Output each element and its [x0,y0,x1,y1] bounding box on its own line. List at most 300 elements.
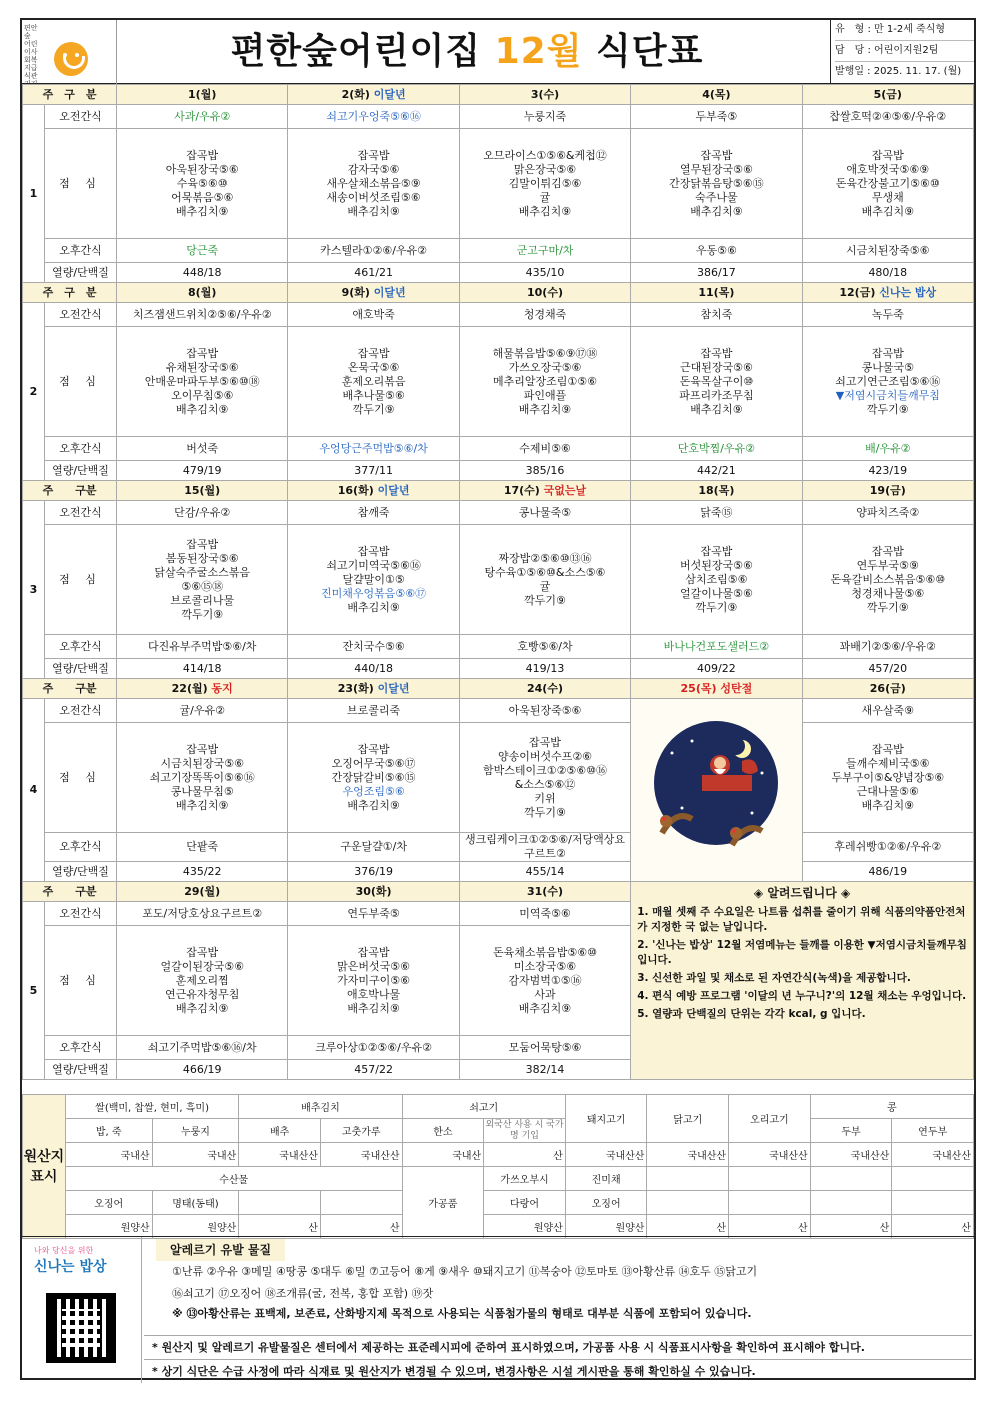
menu-cell-lunch [802,327,973,437]
day-date: 26(금) [869,681,906,695]
origin-seafood: 수산물 [65,1167,402,1191]
lunch-item: 돈육간장불고기⑤⑥⑩ [835,176,940,190]
lunch-item: 가쓰오장국⑤⑥ [508,360,582,374]
lunch-item: 잡곡밥 [529,735,561,749]
allergy-section [22,1236,974,1382]
lunch-item: 삼치조림⑤⑥ [685,572,748,586]
notice-item: 3. 신선한 과일 및 채소로 된 자연간식(녹색)을 제공합니다. [637,972,911,984]
week-head-label: 주 구분 [23,679,117,699]
row-label-cal: 열량/단백질 [45,461,117,481]
menu-cell-lunch [117,723,288,833]
origin-duck: 오리고기 [729,1095,811,1143]
menu-cell-am: 아욱된장죽⑤⑥ [459,699,630,723]
origin-table [22,1094,974,1239]
lunch-item: ▼저염시금치들깨무침 [835,388,940,402]
menu-cell-pm: 쇠고기주먹밥⑤⑥⑯/차 [117,1036,288,1060]
day-event: 동지 [211,681,233,695]
lunch-item: 쇠고기미역국⑤⑥⑯ [326,558,421,572]
origin-value: 원양산 [152,1215,239,1239]
lunch-item: 잡곡밥 [357,148,390,162]
day-header [802,481,973,501]
lunch-item: 감자범벅①⑤⑯ [508,973,582,987]
menu-cell-pm: 카스텔라①②⑥/우유② [288,239,459,263]
menu-cell-cal: 457/22 [288,1060,459,1080]
menu-cell-pm: 잔치국수⑤⑥ [288,635,459,659]
menu-row-am [23,501,974,525]
menu-cell-pm: 구운달걀①/차 [288,833,459,862]
week-head-label: 주 구 분 [23,85,117,105]
menu-cell-lunch [459,525,630,635]
row-label-am: 오전간식 [45,902,117,926]
day-event: 이달년 [373,285,406,299]
row-label-cal: 열량/단백질 [45,263,117,283]
menu-cell-lunch [802,723,973,833]
lunch-item: 간장닭볶음탕⑤⑥⑮ [669,176,764,190]
lunch-item: 들깨수제비국⑤⑥ [846,756,930,770]
menu-cell-am: 포도/저당호상요구르트② [117,902,288,926]
program-logo [22,1237,142,1383]
lunch-item: 잡곡밥 [186,742,219,756]
day-date: 10(수) [526,285,563,299]
lunch-item: 돈육채소볶음밥⑤⑥⑩ [493,945,597,959]
row-label-lunch: 점 심 [45,723,117,833]
origin-squid2: 오징어 [565,1191,647,1215]
menu-cell-cal: 457/20 [802,659,973,679]
origin-kimchi: 배추김치 [239,1095,402,1119]
lunch-item: 배추김치⑨ [176,402,229,416]
row-label-pm: 오후간식 [45,239,117,263]
lunch-item: 애호박나물 [347,987,401,1001]
lunch-item: 잡곡밥 [871,544,904,558]
menu-cell-lunch [288,129,459,239]
lunch-item: 달걀말이①⑤ [342,572,405,586]
day-date: 19(금) [869,483,906,497]
menu-cell-am: 닭죽⑮ [631,501,802,525]
lunch-item: 배추김치⑨ [690,402,743,416]
lunch-item: 짜장밥②⑤⑥⑩⑬⑯ [498,551,592,565]
lunch-item: 배추김치⑨ [347,1001,400,1015]
menu-cell-lunch [288,926,459,1036]
origin-value: 국내산산 [239,1143,321,1167]
menu-cell-am: 누룽지죽 [459,105,630,129]
happy-table-logo [34,1245,107,1276]
menu-cell-lunch [459,129,630,239]
lunch-item: 배추김치⑨ [861,204,914,218]
origin-value: 산 [484,1143,566,1167]
lunch-item: 깍두기⑨ [181,607,224,621]
week-header-row [23,283,974,303]
day-header [288,679,459,699]
menu-cell-am: 브로콜리죽 [288,699,459,723]
menu-cell-lunch [288,327,459,437]
lunch-item: 양송이버섯수프②⑥ [497,749,593,763]
menu-cell-cal: 448/18 [117,263,288,283]
menu-cell-am: 찹쌀호떡②④⑤⑥/우유② [802,105,973,129]
day-header [288,882,459,902]
allergy-title: 알레르기 유발 물질 [156,1239,285,1261]
origin-value: 산 [729,1215,811,1239]
lunch-item: 잡곡밥 [700,148,733,162]
menu-cell-lunch [288,723,459,833]
lunch-item: 맑은장국⑤⑥ [513,162,577,176]
row-label-am: 오전간식 [45,699,117,723]
lunch-item: 배추김치⑨ [176,798,229,812]
qr-code-icon[interactable] [46,1293,116,1363]
smile-logo-icon [54,42,88,76]
lunch-item: 봄동된장국⑤⑥ [165,551,239,565]
lunch-item: 간장닭갈비⑤⑥⑮ [331,770,416,784]
lunch-item: 잡곡밥 [871,148,904,162]
menu-cell-am: 새우살죽⑨ [802,699,973,723]
logo-text: 편안숲 어린이사회복지급식관 [24,24,38,80]
lunch-item: 메추리알장조림①⑤⑥ [493,374,597,388]
day-event: 신나는 밥상 [879,285,937,299]
menu-cell-am: 단감/우유② [117,501,288,525]
logo-big: 신나는 밥상 [34,1259,107,1275]
menu-cell-cal: 461/21 [288,263,459,283]
origin-chicken: 닭고기 [647,1095,729,1143]
origin-soft-tofu: 연두부 [892,1119,974,1143]
origin-value: 산 [892,1215,974,1239]
day-header [117,283,288,303]
row-label-am: 오전간식 [45,105,117,129]
day-date: 31(수) [526,884,563,898]
allergy-note: ※ ⑬아황산류는 표백제, 보존료, 산화방지제 목적으로 사용되는 식품첨가물의 형태로 대부분 식품에 포함되어 있습니다. [172,1307,752,1320]
row-label-pm: 오후간식 [45,833,117,862]
menu-cell-cal: 423/19 [802,461,973,481]
menu-cell-pm: 당근죽 [117,239,288,263]
day-date: 25(목) [680,681,717,695]
lunch-item: 훈제오리볶음 [341,374,406,388]
lunch-item: 배추김치⑨ [347,204,400,218]
lunch-item: 훈제오리찜 [175,973,229,987]
day-header [459,85,630,105]
menu-cell-pm: 버섯죽 [117,437,288,461]
day-event: 이달년 [377,681,410,695]
allergy-list-2: ⑯쇠고기 ⑰오징어 ⑱조개류(굴, 전복, 홍합 포함) ⑲잣 [172,1287,434,1300]
menu-row-am [23,699,974,723]
lunch-item: 근대나물⑤⑥ [856,784,919,798]
christmas-illustration [631,699,802,882]
lunch-item: 잡곡밥 [186,945,219,959]
footnote-1: * 원산지 및 알레르기 유발물질은 센터에서 제공하는 표준레시피에 준하여 표시하였으며, 가공품 사용 시 식품표시사항을 확인하여 표시해야 합니다. [144,1335,972,1360]
notice-item: 4. 편식 예방 프로그램 '이달의 년 누구니?'의 12월 채소는 우엉입니다. [637,990,967,1002]
day-header [117,85,288,105]
day-date: 2(화) [341,87,370,101]
lunch-item: 애호박젓국⑤⑥⑨ [846,162,930,176]
menu-cell-am: 애호박죽 [288,303,459,327]
lunch-item: 미소장국⑤⑥ [513,959,577,973]
lunch-item: 깍두기⑨ [866,402,909,416]
menu-cell-pm: 우동⑤⑥ [631,239,802,263]
santa-sleigh-icon [632,713,800,863]
notice-item: 5. 열량과 단백질의 단위는 각각 kcal, g 입니다. [637,1008,866,1020]
lunch-item: 깍두기⑨ [524,593,566,607]
day-header [631,85,802,105]
menu-cell-pm: 모둠어묵탕⑤⑥ [459,1036,630,1060]
menu-cell-am: 두부죽⑤ [631,105,802,129]
origin-hanwoo: 한소 [402,1119,484,1143]
menu-cell-cal: 414/18 [117,659,288,679]
day-event: 이달년 [377,483,410,497]
origin-cabbage: 배추 [239,1119,321,1143]
origin-value: 국내산 [65,1143,152,1167]
menu-cell-am: 양파치즈죽② [802,501,973,525]
day-header [459,679,630,699]
menu-cell-pm: 생크림케이크①②⑤⑥/저당액상요구르트② [459,833,630,862]
origin-rice: 쌀(백미, 찹쌀, 현미, 흑미) [65,1095,238,1119]
day-date: 5(금) [873,87,902,101]
menu-cell-lunch [459,327,630,437]
day-header [288,283,459,303]
week-number: 1 [23,105,45,283]
menu-cell-am: 사과/우유② [117,105,288,129]
origin-pork: 돼지고기 [565,1095,647,1143]
menu-cell-am: 연두부죽⑤ [288,902,459,926]
week-header-row [23,679,974,699]
day-date: 24(수) [526,681,563,695]
menu-cell-am: 귤/우유② [117,699,288,723]
menu-row-cal [23,263,974,283]
menu-cell-cal: 480/18 [802,263,973,283]
lunch-item: 배추김치⑨ [347,798,400,812]
row-label-pm: 오후간식 [45,635,117,659]
lunch-item: 잡곡밥 [700,346,733,360]
lunch-item: 깍두기⑨ [866,600,909,614]
origin-value: 국내산산 [565,1143,647,1167]
lunch-item: 얼갈이된장국⑤⑥ [160,959,244,973]
menu-cell-cal: 409/22 [631,659,802,679]
origin-value: 국내산산 [647,1143,729,1167]
logo-small: 나와 당신을 위한 [34,1246,94,1255]
lunch-item: 잡곡밥 [186,148,219,162]
lunch-item: 잡곡밥 [357,544,390,558]
day-header [117,481,288,501]
menu-cell-pm: 배/우유② [802,437,973,461]
menu-row-lunch [23,129,974,239]
lunch-item: 열무된장국⑤⑥ [679,162,753,176]
lunch-item: 배추김치⑨ [176,204,229,218]
menu-cell-am: 참깨죽 [288,501,459,525]
lunch-item: 감자국⑤⑥ [347,162,400,176]
lunch-item: 오징어무국⑤⑥⑰ [331,756,416,770]
menu-cell-cal: 455/14 [459,862,630,882]
lunch-item: 파프리카조무침 [679,388,754,402]
lunch-item: 아욱된장국⑤⑥ [165,162,239,176]
menu-row-lunch [23,723,974,833]
origin-pepper: 고춧가루 [320,1119,402,1143]
footnote-2: * 상기 식단은 수급 사정에 따라 식재료 및 원산지가 변경될 수 있으며, 변경사항은 시설 게시판을 통해 확인하실 수 있습니다. [144,1359,972,1384]
day-event: 이달년 [373,87,406,101]
week-header-row [23,481,974,501]
lunch-item: 배추김치⑨ [518,402,572,416]
lunch-item: 청경채나물⑤⑥ [851,586,925,600]
row-label-lunch: 점 심 [45,525,117,635]
notice-title: ◈ 알려드립니다 ◈ [753,886,851,900]
menu-cell-cal: 479/19 [117,461,288,481]
week-head-label: 주 구분 [23,882,117,902]
menu-cell-cal: 385/16 [459,461,630,481]
menu-cell-pm: 크루아상①②⑤⑥/우유② [288,1036,459,1060]
day-event: 국없는날 [543,483,587,497]
lunch-item: 근대된장국⑤⑥ [679,360,753,374]
lunch-item: 귤 [539,579,551,593]
day-header [459,481,630,501]
origin-value: 산 [647,1215,729,1239]
row-label-am: 오전간식 [45,501,117,525]
title-center: 편한숲어린이집 [230,31,482,72]
day-date: 1(월) [188,87,217,101]
week-number: 2 [23,303,45,481]
day-date: 4(목) [702,87,731,101]
lunch-item: 시금치된장국⑤⑥ [160,756,244,770]
menu-cell-am: 미역죽⑤⑥ [459,902,630,926]
menu-cell-cal: 377/11 [288,461,459,481]
menu-cell-pm: 우엉당근주먹밥⑤⑥/차 [288,437,459,461]
menu-cell-am: 청경채죽 [459,303,630,327]
menu-cell-lunch [117,327,288,437]
origin-tuna: 다랑어 [484,1191,566,1215]
lunch-item: 콩나물무침⑤ [170,784,234,798]
origin-pollock: 명태(동태) [152,1191,239,1215]
lunch-item: 무생채 [871,190,904,204]
menu-cell-lunch [117,525,288,635]
lunch-item: 쇠고기연근조림⑤⑥⑯ [835,374,941,388]
lunch-item: 탕수육①⑤⑥⑩&소스⑤⑥ [484,565,606,579]
page-title [117,20,817,84]
menu-cell-pm: 군고구마/차 [459,239,630,263]
menu-cell-pm: 수제비⑤⑥ [459,437,630,461]
origin-value: 국내산산 [810,1143,892,1167]
day-header [117,679,288,699]
day-date: 12(금) [839,285,876,299]
menu-cell-lunch [802,129,973,239]
day-date: 3(수) [530,87,560,101]
menu-cell-lunch [631,129,802,239]
menu-cell-pm: 단팥죽 [117,833,288,862]
origin-value: 원양산 [484,1215,566,1239]
lunch-item: 안매운마파두부⑤⑥⑩⑱ [144,374,260,388]
day-header [288,85,459,105]
day-header [631,679,802,699]
lunch-item: 얼갈이나물⑤⑥ [679,586,753,600]
day-date: 23(화) [337,681,374,695]
meta-team: 담 당 : 어린이지원2팀 [835,41,974,62]
menu-row-cal [23,659,974,679]
origin-jinmichae: 진미채 [565,1167,647,1191]
lunch-item: 새우살채소볶음⑤⑨ [326,176,421,190]
menu-cell-lunch [631,327,802,437]
menu-cell-am: 녹두죽 [802,303,973,327]
menu-cell-pm: 호빵⑤⑥/차 [459,635,630,659]
lunch-item: 배추김치⑨ [518,204,572,218]
menu-cell-cal: 382/14 [459,1060,630,1080]
lunch-item: 두부구이⑤&양념장⑤⑥ [831,770,945,784]
day-date: 8(월) [188,285,217,299]
lunch-item: 버섯된장국⑤⑥ [679,558,753,572]
lunch-item: 배추김치⑨ [176,1001,229,1015]
origin-value: 국내산산 [729,1143,811,1167]
notice-box [631,882,974,1080]
menu-cell-pm: 단호박찜/우유② [631,437,802,461]
meta-info [830,20,974,84]
lunch-item: 잡곡밥 [700,544,733,558]
origin-foreign-note: 외국산 사용 시 국가명 기입 [485,1119,564,1141]
day-header [459,882,630,902]
menu-cell-cal: 386/17 [631,263,802,283]
menu-cell-pm: 시금치된장죽⑤⑥ [802,239,973,263]
menu-row-pm [23,437,974,461]
day-header [288,481,459,501]
menu-cell-cal: 440/18 [288,659,459,679]
menu-cell-lunch [459,723,630,833]
day-date: 30(화) [355,884,392,898]
day-header [802,85,973,105]
lunch-item: 배추김치⑨ [518,1001,572,1015]
lunch-item: 깍두기⑨ [695,600,738,614]
menu-cell-lunch [288,525,459,635]
day-header [631,481,802,501]
day-date: 18(목) [698,483,735,497]
origin-beef: 쇠고기 [402,1095,565,1119]
lunch-item: 배추김치⑨ [690,204,743,218]
menu-row-am [23,105,974,129]
origin-label: 원산지표시 [23,1095,66,1239]
menu-cell-pm: 꽈배기②⑤⑥/우유② [802,635,973,659]
lunch-item: 잡곡밥 [357,346,390,360]
lunch-item: 어묵볶음⑤⑥ [171,190,234,204]
row-label-pm: 오후간식 [45,437,117,461]
lunch-item: &소스⑤⑥⑫ [514,777,576,791]
origin-value: 산 [239,1215,321,1239]
lunch-item: 배추김치⑨ [861,798,914,812]
week-number: 4 [23,699,45,882]
origin-katsuobushi: 가쓰오부시 [484,1167,566,1191]
origin-value: 산 [320,1215,402,1239]
lunch-item: 잡곡밥 [186,537,219,551]
center-logo [22,20,117,84]
menu-cell-pm: 후레쉬빵①②⑥/우유② [802,833,973,862]
menu-cell-lunch [459,926,630,1036]
lunch-item: 귤 [539,190,551,204]
menu-table [22,84,974,1080]
day-date: 29(월) [184,884,221,898]
title-month: 12월 [494,31,583,72]
menu-cell-cal: 435/22 [117,862,288,882]
origin-value: 국내산 [402,1143,484,1167]
day-date: 17(수) [503,483,540,497]
day-date: 9(화) [341,285,370,299]
origin-value: 국내산 [152,1143,239,1167]
lunch-item: 잡곡밥 [357,742,390,756]
lunch-item: 콩나물국⑤ [861,360,914,374]
title-menu: 식단표 [596,31,704,72]
lunch-item: ⑤⑥⑮⑱ [181,579,224,593]
menu-cell-pm: 바나나건포도샐러드② [631,635,802,659]
notice-item: 1. 매월 셋째 주 수요일은 나트륨 섭취를 줄이기 위해 식품의약품안전처가 지정한 국 없는 날입니다. [637,906,966,933]
day-header [117,882,288,902]
day-date: 16(화) [337,483,374,497]
lunch-item: 연근유자청무침 [165,987,240,1001]
lunch-item: 깍두기⑨ [524,805,566,819]
origin-value: 원양산 [565,1215,647,1239]
menu-cell-cal: 442/21 [631,461,802,481]
menu-cell-cal: 376/19 [288,862,459,882]
day-header [459,283,630,303]
row-label-pm: 오후간식 [45,1036,117,1060]
lunch-item: 오므라이스①⑤⑥&케첩⑫ [483,148,607,162]
lunch-item: 맑은버섯국⑤⑥ [337,959,411,973]
